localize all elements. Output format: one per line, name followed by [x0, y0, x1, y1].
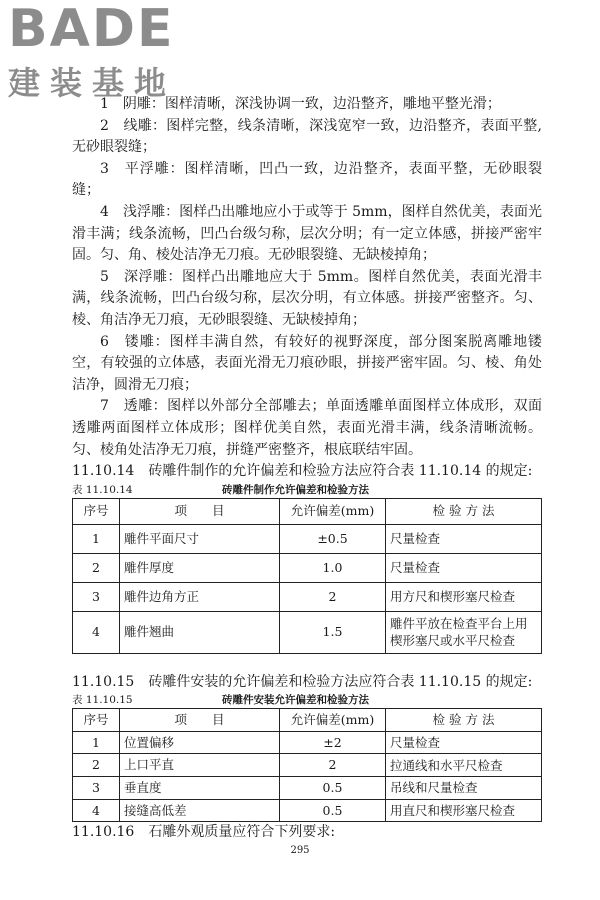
table-row: [73, 582, 542, 611]
paragraph-4: 4 浅浮雕：图样凸出雕地应小于或等于 5mm，图样自然优美，表面光滑丰满；线条流畅，凹凸台级匀称，层次分明；有一定立体感，拼接严密牢固。匀、角、棱处洁净无刀痕。无砂眼裂缝、无缺棱掉角；: [72, 203, 542, 264]
cell-method: 尺量检查: [386, 524, 542, 553]
cell-seq: 2: [73, 553, 120, 582]
cell-item: 位置偏移: [120, 731, 280, 754]
table2-caption: [72, 693, 542, 707]
table2-number: 表 11.10.15: [72, 694, 133, 707]
cell-item: 垂直度: [120, 777, 280, 800]
cell-method: 雕件平放在检查平台上用楔形塞尺或水平尺检查: [386, 611, 542, 653]
paragraph-6: 6 镂雕：图样丰满自然，有较好的视野深度，部分图案脱离雕地镂空，有较强的立体感，表面光滑无刀痕砂眼，拼接严密牢固。匀、棱、角处洁净，圆滑无刀痕；: [72, 333, 542, 393]
cell-seq: 3: [73, 582, 120, 611]
cell-seq: 4: [73, 799, 120, 822]
cell-method: 用方尺和楔形塞尺检查: [386, 582, 542, 611]
header-item: 项 目: [120, 709, 280, 732]
cell-item: 雕件厚度: [120, 553, 280, 582]
paragraph-3: 3 平浮雕：图样清晰，凹凸一致，边沿整齐，表面平整，无砂眼裂缝；: [72, 160, 542, 199]
cell-tolerance: 0.5: [280, 799, 386, 822]
header-seq: 序号: [73, 498, 120, 524]
bade-logo: [8, 2, 176, 104]
cell-method: 吊线和尺量检查: [386, 777, 542, 800]
cell-tolerance: ±2: [280, 731, 386, 754]
cell-item: 接缝高低差: [120, 799, 280, 822]
cell-item: 雕件边角方正: [120, 582, 280, 611]
table2-title: 砖雕件安装允许偏差和检验方法: [222, 694, 369, 707]
cell-method: 尺量检查: [386, 731, 542, 754]
table1-number: 表 11.10.14: [72, 483, 133, 496]
cell-seq: 2: [73, 754, 120, 777]
page-number: 295: [290, 845, 310, 856]
paragraph-1: 1 阴雕：图样清晰，深浅协调一致，边沿整齐，雕地平整光滑；: [100, 96, 501, 112]
table-brick-carving-fabrication: [72, 498, 542, 654]
table-row: [73, 524, 542, 553]
clause-11-10-16: 11.10.16 石雕外观质量应符合下列要求:: [72, 824, 336, 841]
table1-caption: [72, 483, 542, 497]
table-header-row: [73, 498, 542, 524]
table1-title: 砖雕件制作允许偏差和检验方法: [222, 483, 369, 496]
clause-11-10-15: 11.10.15 砖雕件安装的允许偏差和检验方法应符合表 11.10.15 的规定:: [72, 673, 533, 690]
cell-item: 上口平直: [120, 754, 280, 777]
table-row: [73, 553, 542, 582]
cell-item: 雕件平面尺寸: [120, 524, 280, 553]
logo-text: BADE: [8, 0, 175, 59]
cell-tolerance: 1.5: [280, 611, 386, 653]
header-method: 检 验 方 法: [386, 498, 542, 524]
cell-seq: 1: [73, 524, 120, 553]
table-row: [73, 799, 542, 822]
paragraph-5: 5 深浮雕：图样凸出雕地应大于 5mm。图样自然优美，表面光滑丰满，线条流畅，凹凸台级匀称，层次分明，有立体感。拼接严密整齐。匀、棱、角洁净无刀痕，无砂眼裂缝、无缺棱掉角；: [72, 268, 542, 328]
table-row: [73, 611, 542, 653]
logo-chinese-text: 建装基地: [8, 64, 177, 102]
table-row: [73, 754, 542, 777]
cell-method: 尺量检查: [386, 553, 542, 582]
table-brick-carving-installation: [72, 708, 542, 822]
table-row: [73, 777, 542, 800]
clause-11-10-14: 11.10.14 砖雕件制作的允许偏差和检验方法应符合表 11.10.14 的规定:: [72, 463, 533, 480]
cell-seq: 1: [73, 731, 120, 754]
cell-method: 用直尺和楔形塞尺检查: [386, 799, 542, 822]
document-body: [72, 94, 542, 844]
header-tolerance: 允许偏差(mm): [280, 498, 386, 524]
cell-tolerance: ±0.5: [280, 524, 386, 553]
paragraph-7: 7 透雕：图样以外部分全部雕去；单面透雕单面图样立体成形，双面透雕两面图样立体成形；图样优美自然，表面光滑丰满，线条清晰流畅。匀、棱角处洁净无刀痕，拼缝严密整齐，根底联结牢固。: [72, 398, 542, 458]
cell-tolerance: 2: [280, 754, 386, 777]
header-seq: 序号: [73, 709, 120, 732]
cell-seq: 3: [73, 777, 120, 800]
paragraph-2: 2 线雕：图样完整，线条清晰，深浅宽窄一致，边沿整齐，表面平整,无砂眼裂缝；: [72, 117, 542, 156]
table-header-row: [73, 709, 542, 732]
cell-item: 雕件翘曲: [120, 611, 280, 653]
cell-tolerance: 0.5: [280, 777, 386, 800]
cell-tolerance: 1.0: [280, 553, 386, 582]
header-tolerance: 允许偏差(mm): [280, 709, 386, 732]
cell-seq: 4: [73, 611, 120, 653]
cell-method: 拉通线和水平尺检查: [386, 754, 542, 777]
header-item: 项 目: [120, 498, 280, 524]
cell-tolerance: 2: [280, 582, 386, 611]
table-row: [73, 731, 542, 754]
header-method: 检 验 方 法: [386, 709, 542, 732]
